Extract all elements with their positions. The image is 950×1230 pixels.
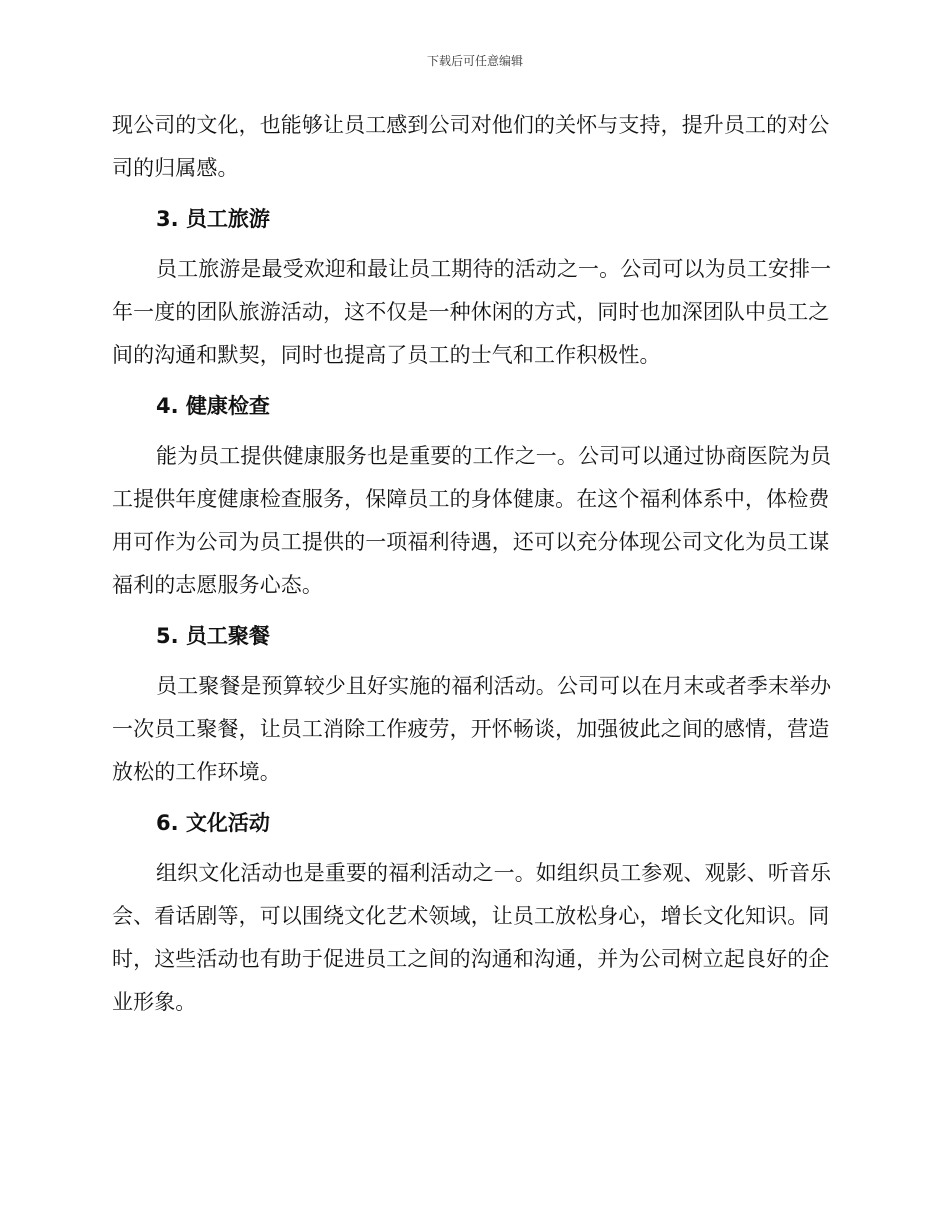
section-paragraph-employee-travel: 员工旅游是最受欢迎和最让员工期待的活动之一。公司可以为员工安排一年一度的团队旅游活动，这不仅是一种休闲的方式，同时也加深团队中员工之间的沟通和默契，同时也提高了员工的士气和工作积极性。 xyxy=(112,257,832,367)
intro-paragraph: 现公司的文化，也能够让员工感到公司对他们的关怀与支持，提升员工的对公司的归属感。 xyxy=(112,113,830,180)
section-heading-employee-travel: 3. 员工旅游 xyxy=(156,207,270,231)
section-heading-health-check: 4. 健康检查 xyxy=(156,394,270,418)
document-content xyxy=(112,104,832,1024)
section-heading-employee-dinner: 5. 员工聚餐 xyxy=(156,624,270,648)
section-employee-dinner xyxy=(112,615,832,794)
section-cultural-activities xyxy=(112,802,832,1024)
section-paragraph-employee-dinner: 员工聚餐是预算较少且好实施的福利活动。公司可以在月末或者季末举办一次员工聚餐，让员工消除工作疲劳，开怀畅谈，加强彼此之间的感情，营造放松的工作环境。 xyxy=(112,674,832,784)
section-paragraph-cultural-activities: 组织文化活动也是重要的福利活动之一。如组织员工参观、观影、听音乐会、看话剧等，可以围绕文化艺术领域，让员工放松身心，增长文化知识。同时，这些活动也有助于促进员工之间的沟通和沟通，并为公司树立起良好的企业形象。 xyxy=(112,861,832,1014)
section-employee-travel xyxy=(112,198,832,377)
section-health-check xyxy=(112,385,832,607)
section-heading-cultural-activities: 6. 文化活动 xyxy=(156,811,270,835)
section-paragraph-health-check: 能为员工提供健康服务也是重要的工作之一。公司可以通过协商医院为员工提供年度健康检查服务，保障员工的身体健康。在这个福利体系中，体检费用可作为公司为员工提供的一项福利待遇，还可以充分体现公司文化为员工谋福利的志愿服务心态。 xyxy=(112,444,832,597)
page-header-text: 下载后可任意编辑 xyxy=(426,54,523,68)
